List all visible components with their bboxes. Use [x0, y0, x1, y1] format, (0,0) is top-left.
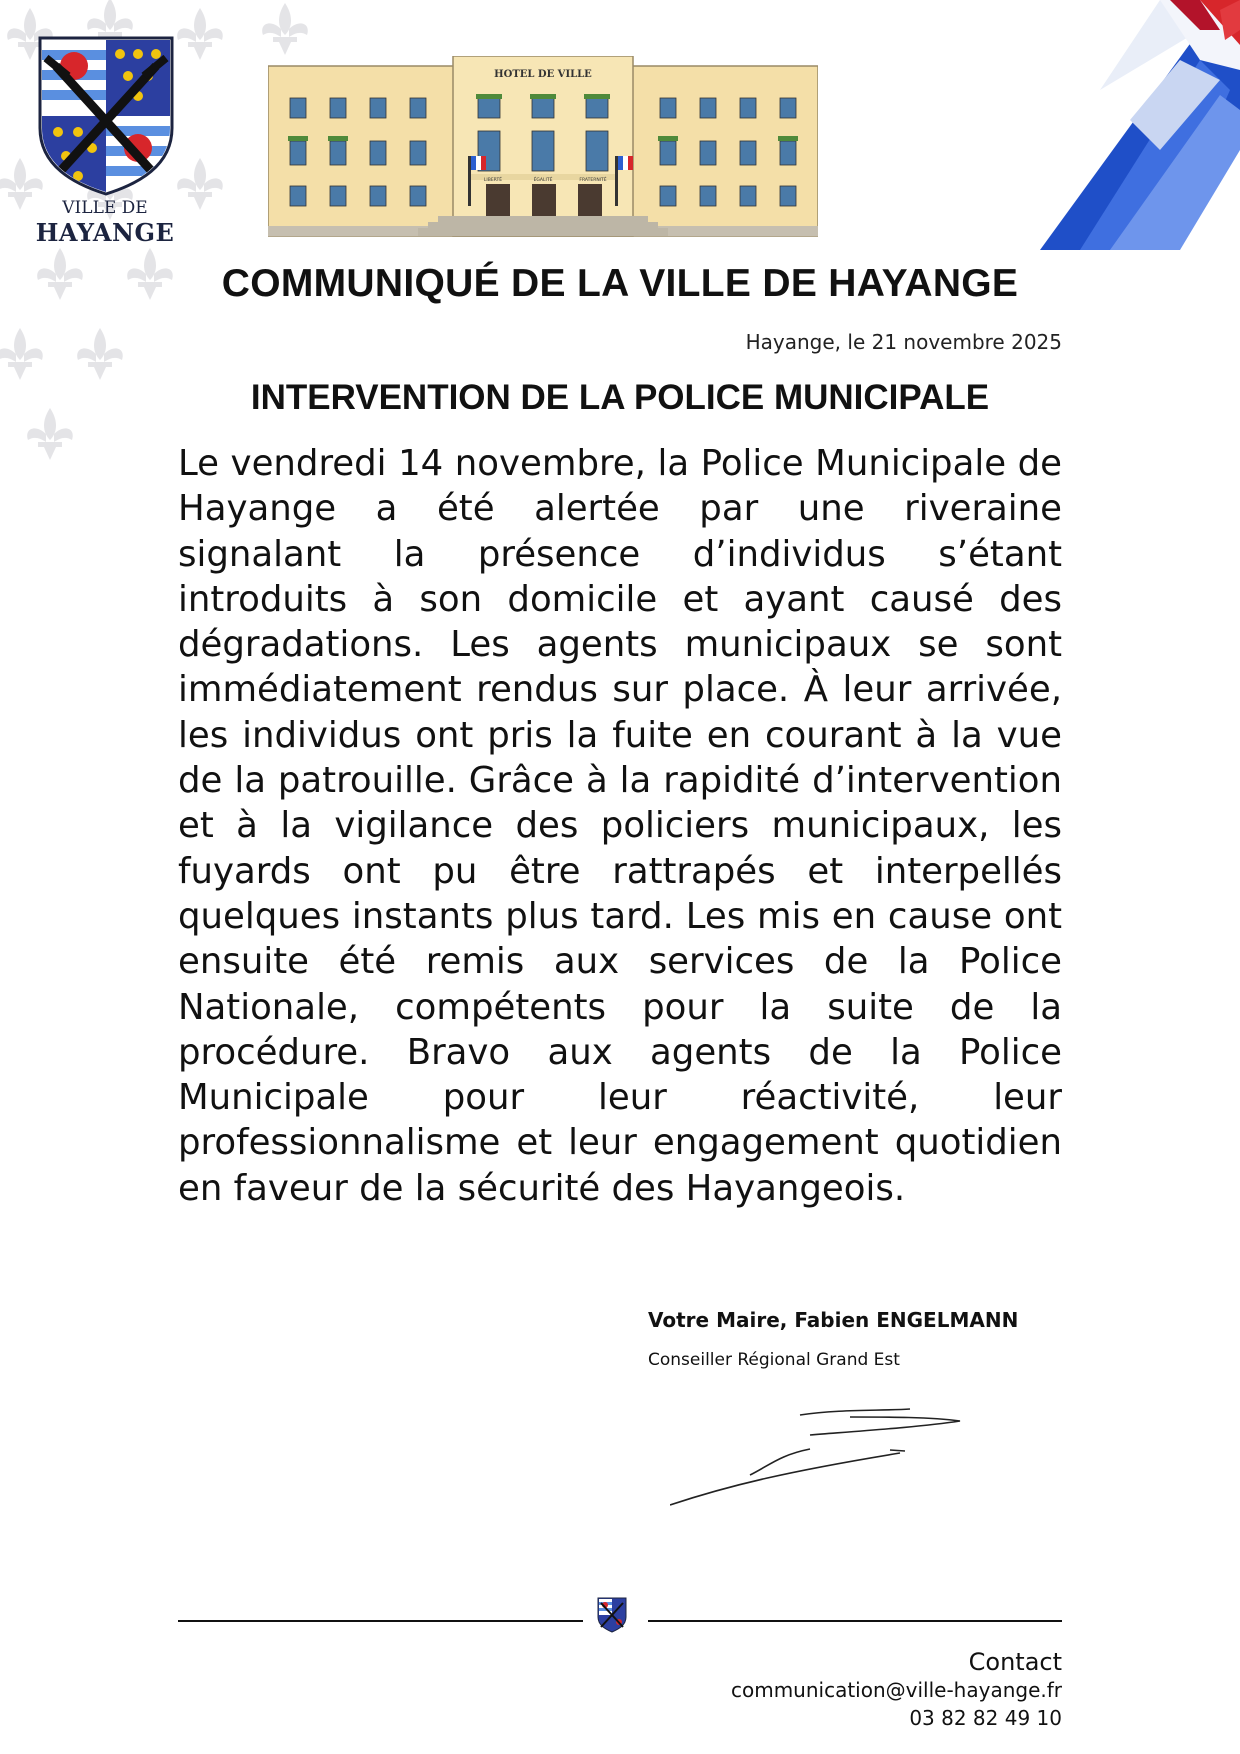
- contact-block: [731, 1648, 1062, 1732]
- tricolour-flag-graphic: [900, 0, 1240, 250]
- signatory-role: Conseiller Régional Grand Est: [648, 1350, 900, 1370]
- contact-phone[interactable]: 03 82 82 49 10: [909, 1706, 1062, 1730]
- footer-coat-of-arms-icon: [597, 1597, 627, 1633]
- contact-email[interactable]: communication@ville-hayange.fr: [730, 1678, 1062, 1702]
- crest-caption-line2: HAYANGE: [35, 218, 175, 247]
- building-sign: HOTEL DE VILLE: [494, 69, 592, 80]
- handwritten-signature: [670, 1395, 1040, 1515]
- footer-rule-left: [178, 1620, 583, 1622]
- hayange-coat-of-arms-icon: [38, 36, 174, 196]
- building-motto-1: LIBERTÉ: [483, 178, 503, 183]
- document-date: Hayange, le 21 novembre 2025: [745, 330, 1062, 354]
- document-body: Le vendredi 14 novembre, la Police Municipale de Hayange a été alertée par une riveraine signalant la présence d’individus s’étant introduits à son domicile et ayant causé des dégradations. Les agents municipaux se sont immédiatement rendus sur place. À leur arrivée, les individus ont pris la fuite en courant à la vue de la patrouille. Grâce à la rapidité d’intervention et à la vigilance des policiers municipaux, les fuyards ont pu être rattrapés et interpellés quelques instants plus tard. Les mis en cause ont ensuite été remis aux services de la Police Nationale, compétents pour la suite de la procédure. Bravo aux agents de la Police Municipale pour leur réactivité, leur professionnalisme et leur engagement quotidien en faveur de la sécurité des Hayangeois.: [178, 443, 1062, 1209]
- crest-caption-line1: VILLE DE: [62, 198, 148, 218]
- building-motto-3: FRATERNITÉ: [579, 178, 607, 183]
- building-motto-2: ÉGALITÉ: [533, 178, 553, 183]
- signatory-name: Votre Maire, Fabien ENGELMANN: [648, 1308, 1019, 1332]
- town-hall-illustration: [268, 56, 818, 250]
- crest-caption: [30, 198, 180, 247]
- document-subject: INTERVENTION DE LA POLICE MUNICIPALE: [250, 378, 990, 417]
- contact-title: Contact: [968, 1648, 1062, 1676]
- document-title: COMMUNIQUÉ DE LA VILLE DE HAYANGE: [221, 262, 1019, 305]
- footer-rule-right: [648, 1620, 1062, 1622]
